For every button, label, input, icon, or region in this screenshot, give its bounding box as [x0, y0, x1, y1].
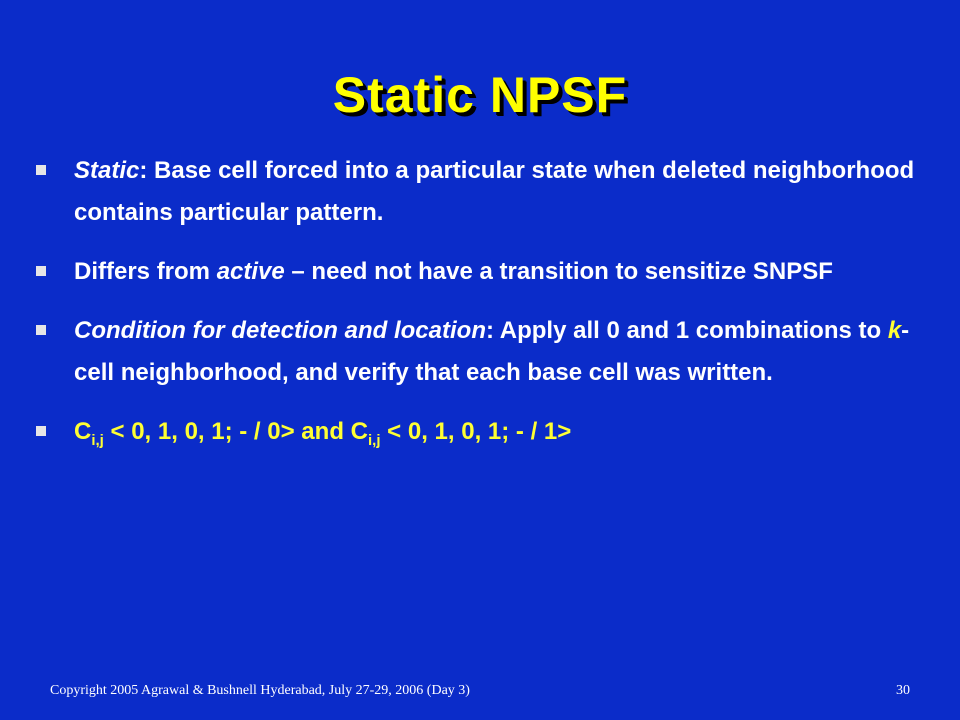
bullet-list: [74, 150, 924, 479]
bullet-text-middle: : Apply all 0 and 1 combinations to: [485, 317, 888, 344]
bullet-static-definition: [74, 150, 924, 234]
bullet-condition-detection: [74, 310, 924, 394]
conjunction-and: and: [294, 418, 351, 445]
page-number: 30: [896, 683, 910, 698]
footer-copyright: Copyright 2005 Agrawal & Bushnell Hyderabad, July 27-29, 2006 (Day 3): [50, 683, 470, 698]
cij-pattern-1: < 0, 1, 0, 1; - / 0>: [103, 418, 295, 445]
slide-title: Static NPSF: [332, 67, 628, 123]
cij-subscript-1: i,j: [91, 432, 104, 449]
cij-symbol-2: C: [350, 418, 368, 445]
cij-pattern-2: < 0, 1, 0, 1; - / 1>: [380, 418, 572, 445]
bullet-marker-icon: [36, 426, 46, 436]
bullet-text-suffix: – need not have a transition to sensitize SNPSF: [284, 258, 833, 285]
bullet-text: : Base cell forced into a particular state when deleted neighborhood contains particular pattern.: [74, 157, 915, 226]
bullet-text-suffix: -cell neighborhood, and verify that each base cell was written.: [74, 317, 910, 386]
bullet-cij-patterns: [74, 411, 924, 462]
term-active: active: [216, 258, 285, 285]
term-condition: Condition for detection and location: [74, 317, 486, 344]
bullet-marker-icon: [36, 325, 46, 335]
cij-subscript-2: i,j: [368, 432, 381, 449]
bullet-text-prefix: Differs from: [74, 258, 217, 285]
term-k: k: [887, 317, 902, 344]
term-static: Static: [74, 157, 140, 184]
bullet-marker-icon: [36, 266, 46, 276]
bullet-differs-from-active: [74, 251, 924, 293]
cij-symbol-1: C: [74, 418, 92, 445]
bullet-marker-icon: [36, 165, 46, 175]
